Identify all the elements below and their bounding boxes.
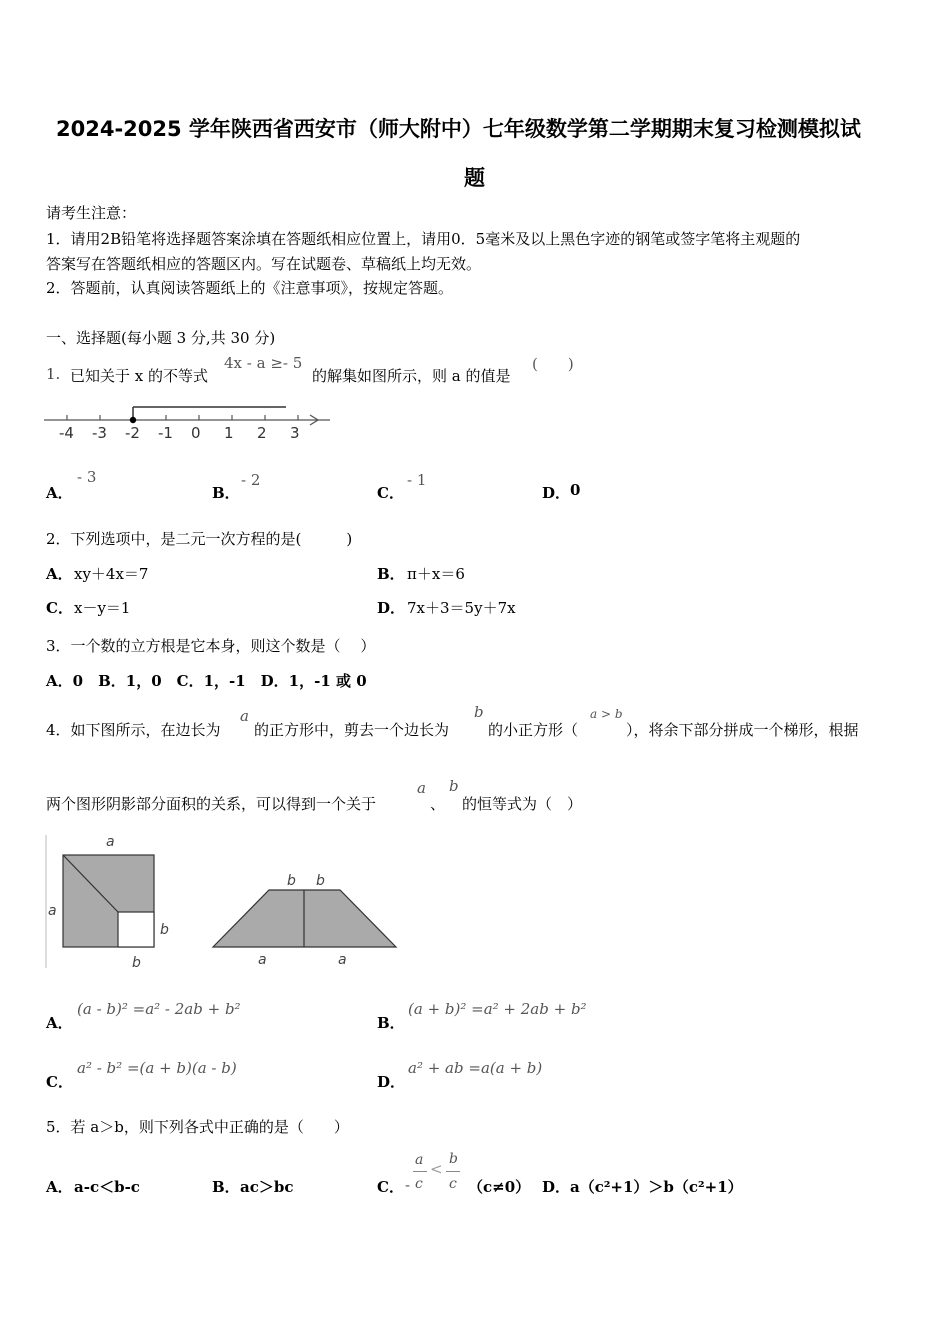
q4-option-c-label[interactable]: C． — [46, 1073, 73, 1091]
q2-option-b-label[interactable]: B． — [377, 565, 405, 583]
q5-option-a-label[interactable]: A． — [46, 1178, 73, 1196]
q1-option-a-label[interactable]: A． — [46, 484, 73, 502]
q4-line2-sep: 、 — [430, 795, 446, 813]
q5-c-lt: < — [430, 1160, 443, 1178]
q4-option-a-value: (a - b)² =a² - 2ab + b² — [77, 1000, 241, 1018]
q5-option-a-value: a-c＜b-c — [74, 1178, 140, 1196]
label-b-top-right: b — [316, 873, 325, 889]
q1-inequality: 4x - a ≥- 5 — [224, 354, 303, 372]
q4-line1-b: 的正方形中，剪去一个边长为 — [254, 721, 450, 739]
q4-line2-b: 的恒等式为（ ） — [462, 795, 583, 813]
section-heading: 一、选择题(每小题 3 分,共 30 分) — [46, 329, 276, 347]
label-b-bottom: b — [132, 955, 141, 971]
q1-option-b-label[interactable]: B． — [212, 484, 240, 502]
axis-tick-label: -1 — [158, 424, 173, 442]
q4-option-b-label[interactable]: B． — [377, 1014, 405, 1032]
q5-c-num2: b — [449, 1151, 458, 1167]
axis-tick-label: 2 — [257, 424, 267, 442]
q1-option-c-value: - 1 — [407, 471, 427, 489]
q2-option-d-label[interactable]: D． — [377, 599, 406, 617]
q2-option-a-label[interactable]: A． — [46, 565, 73, 583]
q5-c-frac-bar1 — [413, 1171, 427, 1172]
label-b-right: b — [160, 922, 169, 938]
q4-option-b-value: (a + b)² =a² + 2ab + b² — [408, 1000, 587, 1018]
q1-option-b-value: - 2 — [241, 471, 261, 489]
q1-option-d-label[interactable]: D． — [542, 484, 571, 502]
page-title-line1: 2024-2025 学年陕西省西安市（师大附中）七年级数学第二学期期末复习检测模拟试 — [56, 117, 861, 141]
q2-option-c-label[interactable]: C． — [46, 599, 73, 617]
q3-stem: 3．一个数的立方根是它本身，则这个数是（ ） — [46, 637, 376, 655]
q5-stem: 5．若 a＞b，则下列各式中正确的是（ ） — [46, 1118, 349, 1136]
q4-line1-c: 的小正方形（ — [488, 721, 579, 739]
q4-option-a-label[interactable]: A． — [46, 1014, 73, 1032]
q1-text-a: 已知关于 x 的不等式 — [70, 367, 208, 385]
label-b-top-left: b — [287, 873, 296, 889]
q5-c-condition: （c≠0） — [468, 1178, 531, 1196]
q4-line1-a: 4．如下图所示，在边长为 — [46, 721, 221, 739]
q5-c-den1: c — [415, 1176, 423, 1192]
q2-stem: 2．下列选项中，是二元一次方程的是( ) — [46, 530, 353, 548]
q1-number: 1. — [46, 365, 61, 383]
page-title-line2: 题 — [464, 166, 485, 190]
q5-option-b-label[interactable]: B． — [212, 1178, 240, 1196]
q4-option-d-value: a² + ab =a(a + b) — [408, 1059, 543, 1077]
q5-option-c-label[interactable]: C． — [377, 1178, 404, 1196]
label-a-left: a — [48, 903, 57, 919]
q1-number-line — [40, 398, 330, 446]
q5-option-d-value: a（c²+1）＞b（c²+1） — [570, 1178, 743, 1196]
q1-option-d-value: 0 — [570, 481, 581, 499]
axis-tick-label: -3 — [92, 424, 107, 442]
q3-options[interactable]: A．0 B．1，0 C．1，-1 D．1，-1 或 0 — [46, 672, 367, 690]
notice-item1-line1: 1．请用2B铅笔将选择题答案涂填在答题纸相应位置上，请用0．5毫米及以上黑色字迹的钢笔或签字笔将主观题的 — [46, 230, 801, 248]
label-a-top: a — [106, 834, 115, 850]
axis-tick-label: 0 — [191, 424, 201, 442]
q1-option-c-label[interactable]: C． — [377, 484, 404, 502]
q4-line1-d: ），将余下部分拼成一个梯形，根据 — [626, 721, 859, 739]
axis-tick-label: 1 — [224, 424, 234, 442]
q2-option-c-value: x－y＝1 — [74, 599, 131, 617]
q4-var-a: a — [240, 707, 249, 725]
label-a-bottom-left: a — [258, 952, 267, 968]
q4-line2-var-b: b — [449, 777, 459, 795]
q5-c-den2: c — [449, 1176, 457, 1192]
q4-line2-var-a: a — [417, 779, 426, 797]
q5-option-d-label[interactable]: D． — [542, 1178, 571, 1196]
axis-tick-label: -2 — [125, 424, 140, 442]
axis-tick-label: 3 — [290, 424, 300, 442]
label-a-bottom-right: a — [338, 952, 347, 968]
q4-option-d-label[interactable]: D． — [377, 1073, 406, 1091]
q5-option-b-value: ac＞bc — [240, 1178, 294, 1196]
q4-line2-a: 两个图形阴影部分面积的关系，可以得到一个关于 — [46, 795, 377, 813]
q4-var-b: b — [474, 703, 484, 721]
q5-c-num1: a — [415, 1152, 424, 1168]
small-square-cutout — [118, 912, 154, 947]
q1-paren: ( ) — [532, 355, 574, 373]
axis-tick-label: -4 — [59, 424, 74, 442]
solution-point — [130, 417, 136, 423]
q4-option-c-value: a² - b² =(a + b)(a - b) — [77, 1059, 237, 1077]
q1-option-a-value: - 3 — [77, 468, 97, 486]
notice-item2: 2．答题前，认真阅读答题纸上的《注意事项》，按规定答题。 — [46, 279, 454, 297]
notice-heading: 请考生注意： — [46, 204, 137, 222]
q2-option-d-value: 7x＋3＝5y＋7x — [407, 599, 516, 617]
q2-option-b-value: π＋x＝6 — [407, 565, 465, 583]
q2-option-a-value: xy＋4x＝7 — [74, 565, 149, 583]
q4-condition: a > b — [590, 707, 623, 721]
q4-figure — [40, 830, 410, 975]
q5-c-neg: - — [405, 1176, 411, 1194]
notice-item1-line2: 答案写在答题纸相应的答题区内。写在试题卷、草稿纸上均无效。 — [46, 255, 482, 273]
q5-c-frac-bar2 — [446, 1171, 460, 1172]
q1-text-b: 的解集如图所示，则 a 的值是 — [312, 367, 511, 385]
